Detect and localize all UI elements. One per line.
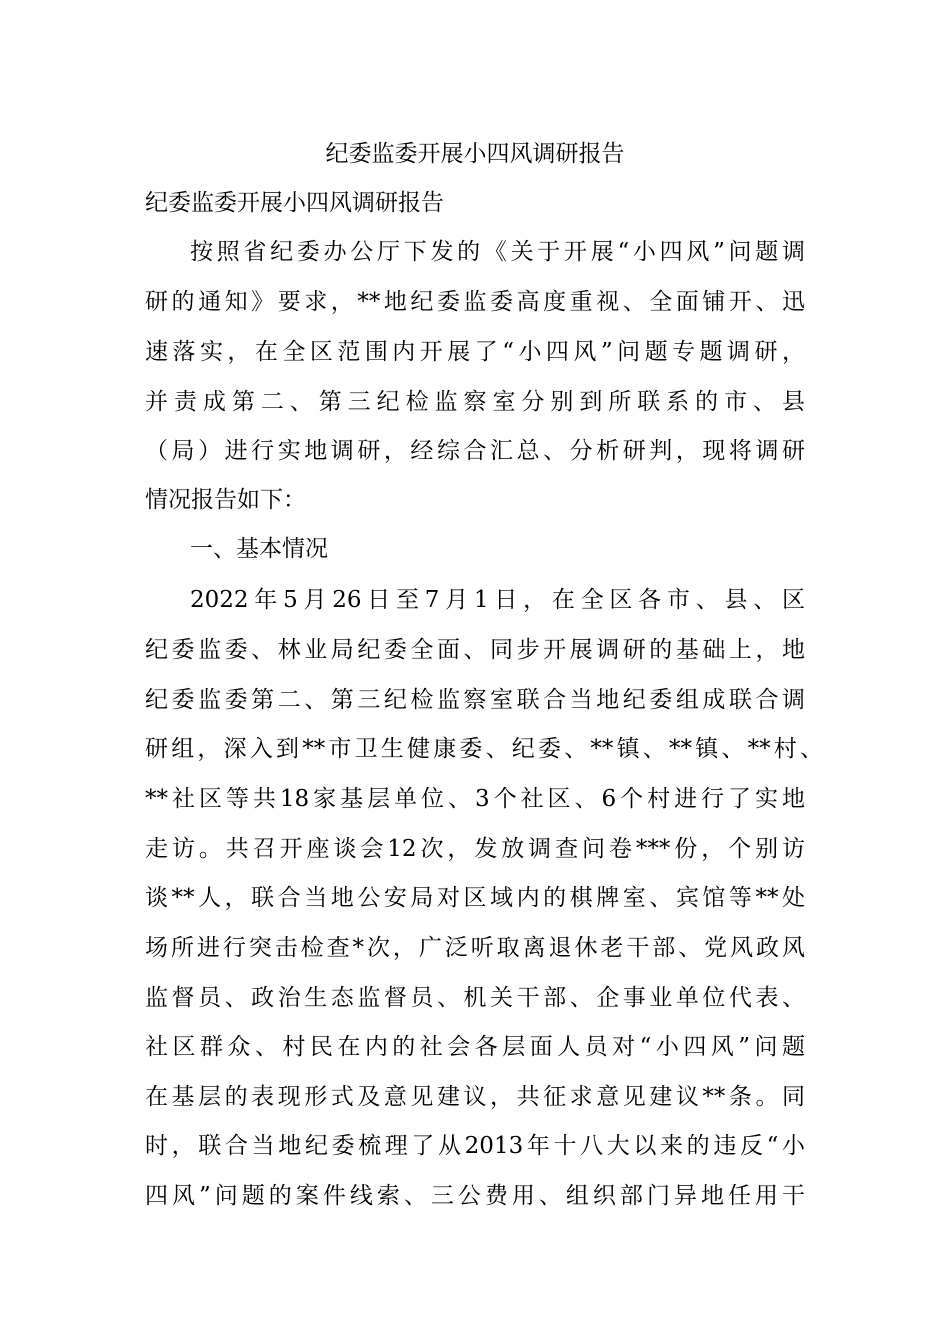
paragraph-line: 谈**人，联合当地公安局对区域内的棋牌室、宾馆等**处 — [145, 885, 805, 911]
paragraph-line: 纪委监委、林业局纪委全面、同步开展调研的基础上，地 — [145, 637, 805, 663]
paragraph-line: 监督员、政治生态监督员、机关干部、企事业单位代表、 — [145, 985, 805, 1011]
paragraph-line: 在基层的表现形式及意见建议，共征求意见建议**条。同 — [145, 1084, 805, 1110]
paragraph-line: 情况报告如下： — [145, 487, 306, 513]
paragraph-line: 按照省纪委办公厅下发的《关于开展“小四风”问题调 — [190, 239, 805, 265]
paragraph-line: 场所进行突击检查*次，广泛听取离退休老干部、党风政风 — [145, 935, 805, 961]
paragraph-line: 社区群众、村民在内的社会各层面人员对“小四风”问题 — [145, 1034, 805, 1060]
paragraph-line: （局）进行实地调研，经综合汇总、分析研判，现将调研 — [145, 438, 805, 464]
paragraph-line: 时，联合当地纪委梳理了从2013年十八大以来的违反“小 — [145, 1133, 805, 1159]
document-subtitle: 纪委监委开展小四风调研报告 — [145, 190, 444, 216]
paragraph-line: 并责成第二、第三纪检监察室分别到所联系的市、县 — [145, 389, 805, 415]
document-title: 纪委监委开展小四风调研报告 — [325, 141, 625, 167]
paragraph-line: 纪委监委第二、第三纪检监察室联合当地纪委组成联合调 — [145, 687, 805, 713]
paragraph-line: 研的通知》要求，**地纪委监委高度重视、全面铺开、迅 — [145, 289, 805, 315]
paragraph-line: 速落实，在全区范围内开展了“小四风”问题专题调研， — [145, 339, 805, 365]
section-heading: 一、基本情况 — [190, 536, 328, 562]
paragraph-line: 研组，深入到**市卫生健康委、纪委、**镇、**镇、**村、 — [145, 736, 823, 762]
paragraph-line: 四风”问题的案件线索、三公费用、组织部门异地任用干 — [145, 1183, 805, 1209]
paragraph-line: **社区等共18家基层单位、3个社区、6个村进行了实地 — [145, 786, 805, 812]
paragraph-line: 2022年5月26日至7月1日，在全区各市、县、区 — [190, 587, 805, 613]
paragraph-line: 走访。共召开座谈会12次，发放调查问卷***份，个别访 — [145, 836, 805, 862]
